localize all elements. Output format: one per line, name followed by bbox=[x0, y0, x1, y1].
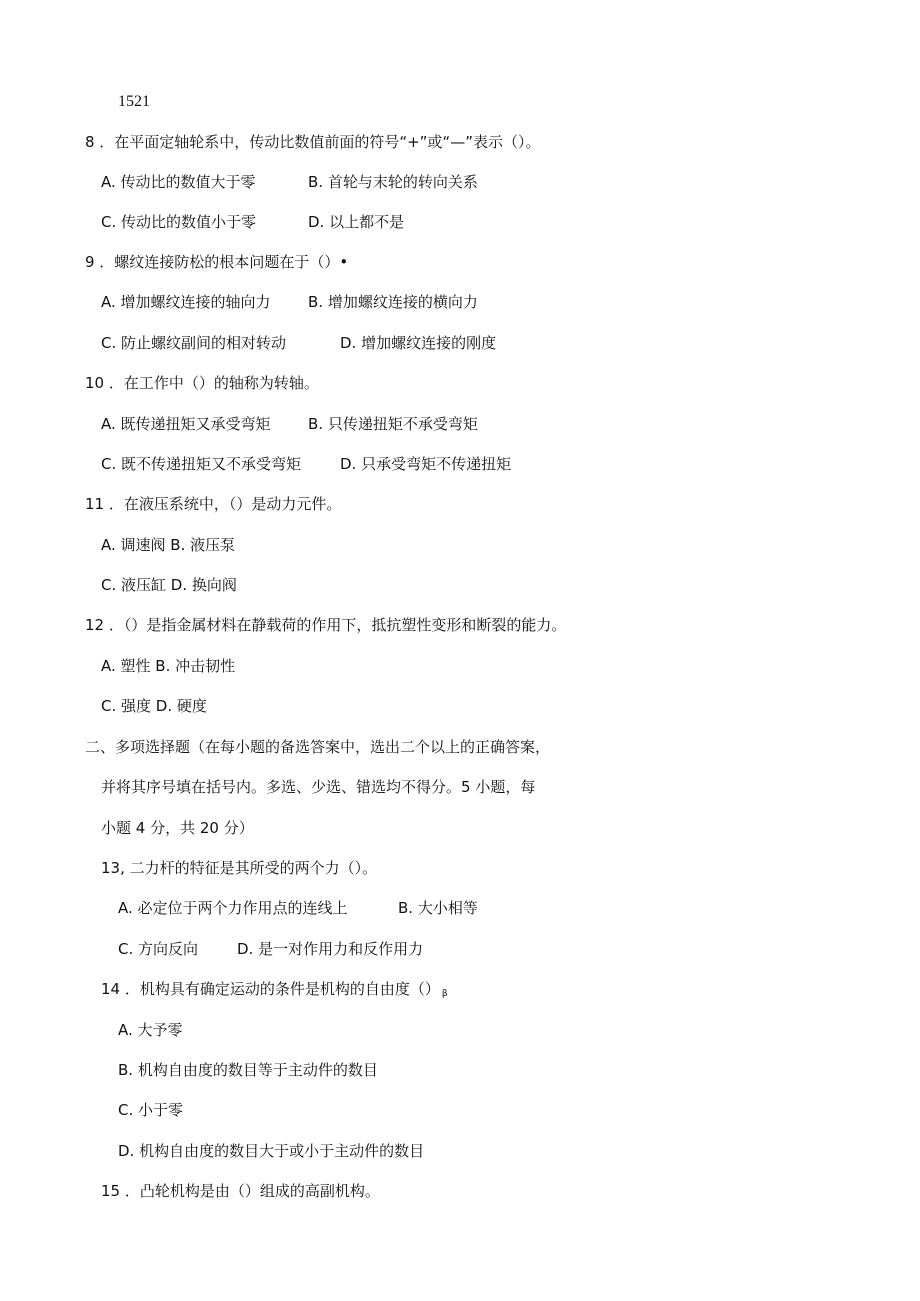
question-8-option-c: C. 传动比的数值小于零 bbox=[101, 213, 257, 231]
question-9-stem: 9 ．螺纹连接防松的根本问题在于（）• bbox=[85, 253, 349, 271]
question-12-options-ab: A. 塑性 B. 冲击韧性 bbox=[101, 657, 236, 675]
question-13-option-d: D. 是一对作用力和反作用力 bbox=[237, 940, 424, 958]
section-2-heading-line-3: 小题 4 分，共 20 分） bbox=[101, 819, 254, 837]
question-8-option-b: B. 首轮与末轮的转向关系 bbox=[308, 173, 478, 191]
page-number: 1521 bbox=[118, 93, 150, 110]
question-11-stem: 11 ．在液压系统中，（）是动力元件。 bbox=[85, 495, 342, 513]
question-8-option-a: A. 传动比的数值大于零 bbox=[101, 173, 256, 191]
question-11-options-cd: C. 液压缸 D. 换向阀 bbox=[101, 576, 237, 594]
question-14-option-c: C. 小于零 bbox=[118, 1101, 184, 1119]
question-11-options-ab: A. 调速阀 B. 液压泵 bbox=[101, 536, 236, 554]
question-13-option-a: A. 必定位于两个力作用点的连线上 bbox=[118, 899, 348, 917]
question-12-stem: 12 ．（）是指金属材料在静载荷的作用下，抵抗塑性变形和断裂的能力。 bbox=[85, 616, 567, 634]
question-14-option-b: B. 机构自由度的数目等于主动件的数目 bbox=[118, 1061, 378, 1079]
question-13-stem: 13, 二力杆的特征是其所受的两个力（）。 bbox=[101, 859, 378, 877]
question-10-stem: 10 ．在工作中（）的轴称为转轴。 bbox=[85, 374, 319, 392]
section-2-heading-line-1: 二、多项选择题（在每小题的备选答案中，选出二个以上的正确答案， bbox=[85, 738, 551, 756]
question-9-option-c: C. 防止螺纹副间的相对转动 bbox=[101, 334, 287, 352]
question-8-stem: 8 ．在平面定轴轮系中，传动比数值前面的符号“+”或“—”表示（）。 bbox=[85, 133, 541, 151]
question-10-option-c: C. 既不传递扭矩又不承受弯矩 bbox=[101, 455, 302, 473]
question-9-option-d: D. 增加螺纹连接的刚度 bbox=[340, 334, 497, 352]
question-12-options-cd: C. 强度 D. 硬度 bbox=[101, 697, 207, 715]
question-13-option-b: B. 大小相等 bbox=[398, 899, 478, 917]
question-14-option-a: A. 大予零 bbox=[118, 1021, 183, 1039]
question-9-option-b: B. 增加螺纹连接的横向力 bbox=[308, 293, 478, 311]
question-14-stem-row bbox=[101, 979, 448, 1002]
question-10-option-b: B. 只传递扭矩不承受弯矩 bbox=[308, 415, 478, 433]
question-14-stem: 14 ．机构具有确定运动的条件是机构的自由度（） bbox=[101, 980, 440, 998]
question-14-stem-mark: β bbox=[441, 989, 448, 999]
question-10-option-a: A. 既传递扭矩又承受弯矩 bbox=[101, 415, 271, 433]
question-8-option-d: D. 以上都不是 bbox=[308, 213, 405, 231]
question-13-option-c: C. 方向反向 bbox=[118, 940, 199, 958]
question-14-option-d: D. 机构自由度的数目大于或小于主动件的数目 bbox=[118, 1142, 425, 1160]
question-15-stem: 15 ．凸轮机构是由（）组成的高副机构。 bbox=[101, 1182, 380, 1200]
question-10-option-d: D. 只承受弯矩不传递扭矩 bbox=[340, 455, 512, 473]
question-9-option-a: A. 增加螺纹连接的轴向力 bbox=[101, 293, 271, 311]
section-2-heading-line-2: 并将其序号填在括号内。多选、少选、错选均不得分。5 小题，每 bbox=[101, 778, 536, 796]
